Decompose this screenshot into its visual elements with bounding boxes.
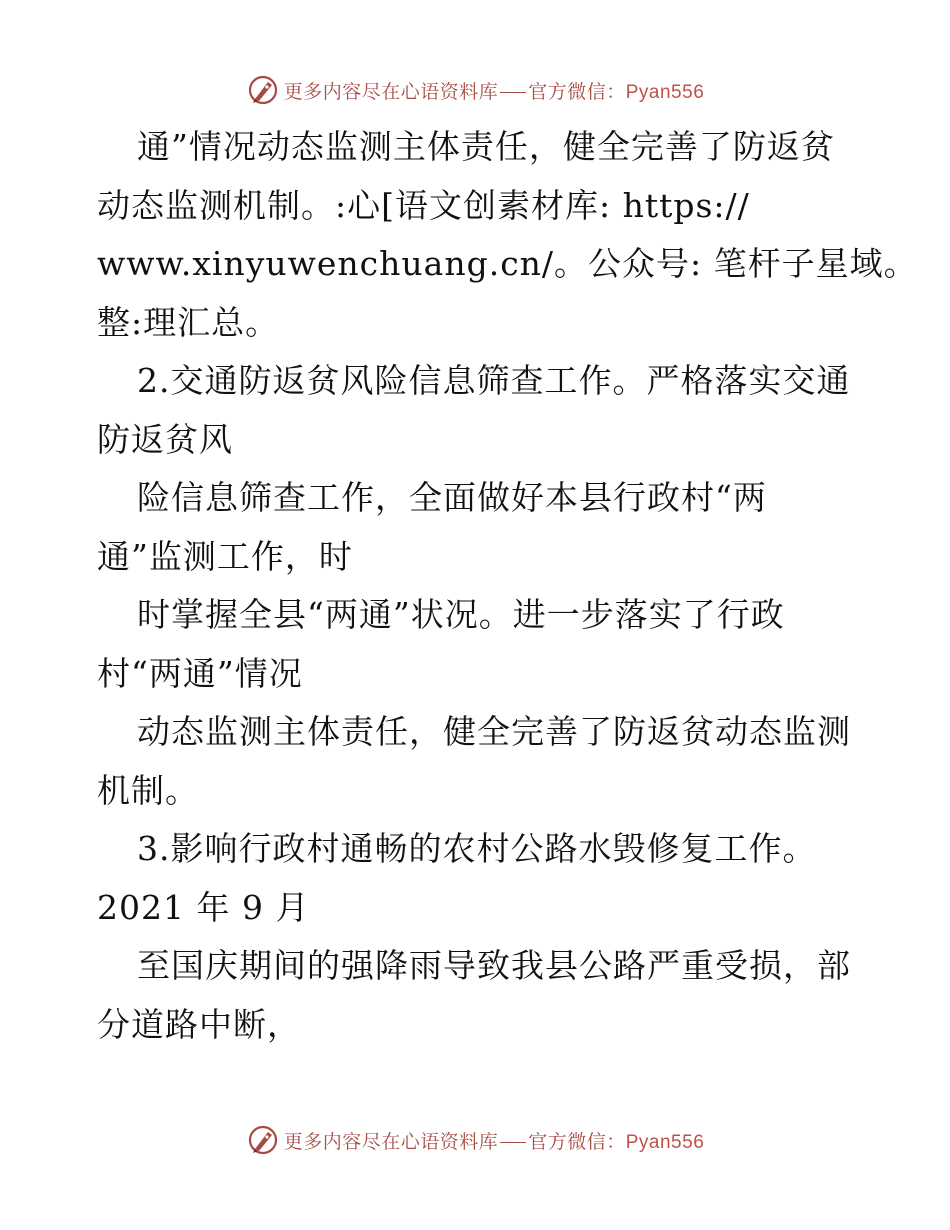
body-line: 时掌握全县“两通”状况。进一步落实了行政 <box>137 595 785 634</box>
body-line: 通”监测工作，时 <box>97 536 353 576</box>
pen-logo-icon <box>246 1123 280 1157</box>
body-line: 2021 年 9 月 <box>97 887 310 927</box>
watermark-wechat-id: Pyan556 <box>625 1131 705 1153</box>
watermark-main-text: 更多内容尽在心语资料库 <box>283 80 499 103</box>
body-line: 机制。 <box>97 770 199 810</box>
body-line: 防返贫风 <box>97 419 233 459</box>
body-line: 3.影响行政村通畅的农村公路水毁修复工作。 <box>137 829 817 868</box>
watermark-main-text: 更多内容尽在心语资料库 <box>283 1130 499 1153</box>
body-line: 整:理汇总。 <box>97 302 280 342</box>
body-line: 2.交通防返贫风险信息筛查工作。严格落实交通 <box>137 361 851 400</box>
watermark-text <box>284 1127 705 1154</box>
footer-watermark <box>0 1120 950 1160</box>
document-body <box>97 118 918 1054</box>
header-watermark <box>0 70 950 110</box>
watermark-text <box>284 77 705 104</box>
watermark-dash <box>500 1142 526 1143</box>
watermark-official-text: 官方微信： <box>528 80 626 103</box>
watermark-wechat-id: Pyan556 <box>625 81 705 103</box>
body-line: 分道路中断， <box>97 1004 301 1044</box>
watermark-dash <box>500 92 526 93</box>
body-line: 险信息筛查工作，全面做好本县行政村“两 <box>137 478 767 517</box>
body-line: 村“两通”情况 <box>97 653 303 693</box>
body-line: 动态监测主体责任，健全完善了防返贫动态监测 <box>137 712 851 751</box>
body-line: www.xinyuwenchuang.cn/。公众号: 笔杆子星域。 <box>97 244 918 283</box>
body-line: 通”情况动态监测主体责任，健全完善了防返贫 <box>137 127 835 166</box>
watermark-official-text: 官方微信： <box>528 1130 626 1153</box>
body-line: 至国庆期间的强降雨导致我县公路严重受损，部 <box>137 946 851 985</box>
pen-logo-icon <box>246 73 280 107</box>
body-line: 动态监测机制。:心[语文创素材库: https:// <box>97 185 750 225</box>
